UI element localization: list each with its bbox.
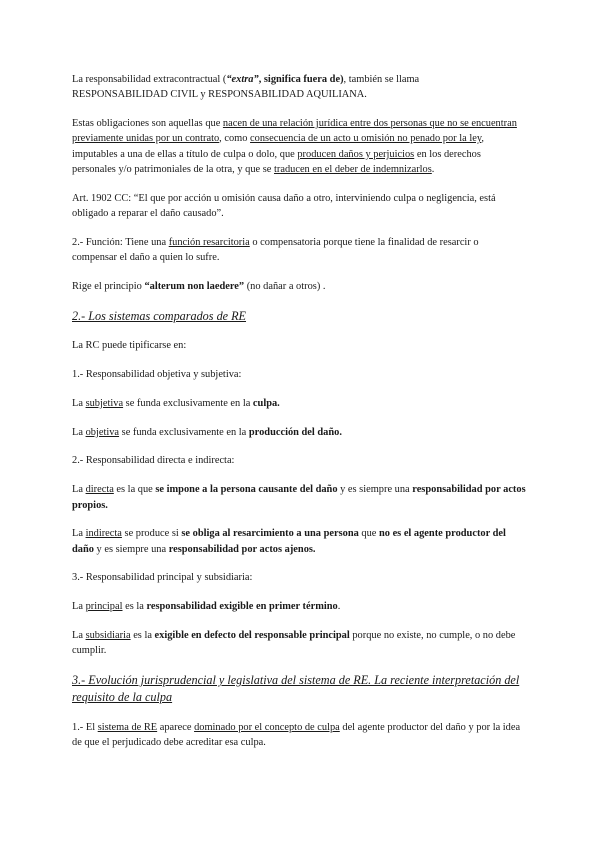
underlined-span: nacen de una relación jurídica entre dos personas que no se encuentran previamente unidas por un contrato: [72, 118, 517, 145]
underlined-span: subjetiva: [85, 397, 124, 409]
bold-span: culpa.: [252, 397, 280, 409]
text-span: porque no existe, no cumple, o no debe cumplir.: [72, 630, 516, 657]
text-span: del agente productor del daño y por la idea de que el perjudicado debe acreditar esa culpa.: [72, 721, 521, 748]
bold-span: exigible en defecto del responsable principal: [154, 630, 350, 642]
text-span: y es siempre una: [337, 484, 413, 496]
direct-paragraph: [72, 482, 526, 513]
text-span: La: [72, 484, 86, 496]
text-span: (no dañar a otros) .: [244, 280, 326, 292]
underlined-span: traducen en el deber de indemnizarlos: [273, 163, 432, 175]
text-span: es la: [130, 630, 155, 642]
text-span: se funda exclusivamente en la: [123, 397, 253, 409]
indirect-paragraph: [72, 526, 526, 557]
evolution-paragraph: [72, 720, 526, 751]
section-heading-3: 3.- Evolución jurisprudencial y legislativa del sistema de RE. La reciente interpretación del requisito de la culpa: [72, 673, 520, 705]
text-span: , también se llama: [343, 74, 420, 85]
underlined-span: producen daños y perjuicios: [297, 148, 415, 160]
bold-span: “alterum non laedere”: [144, 280, 245, 292]
subsection-title-3: 3.- Responsabilidad principal y subsidiaria:: [72, 572, 253, 584]
text-span: que: [358, 528, 379, 540]
underlined-span: dominado por el concepto de culpa: [194, 721, 340, 733]
text-span: Estas obligaciones son aquellas que: [72, 118, 223, 130]
text-span: , significa fuera de): [258, 74, 344, 85]
text-span: y es siempre una: [93, 543, 169, 555]
text-span: Rige el principio: [72, 280, 145, 292]
section-heading-2: 2.- Los sistemas comparados de RE: [72, 308, 247, 323]
document-page: [72, 72, 526, 750]
bold-span: producción del daño.: [248, 426, 342, 438]
principle-paragraph: [72, 279, 526, 294]
text-span: La: [72, 397, 86, 409]
subjective-paragraph: [72, 396, 526, 411]
underlined-span: principal: [85, 601, 123, 613]
text-span: La: [72, 601, 86, 613]
text-span: .: [337, 601, 341, 613]
bold-span: responsabilidad exigible en primer término: [146, 601, 338, 613]
principal-paragraph: [72, 599, 526, 614]
underlined-span: directa: [85, 484, 114, 496]
subsection-title-1: 1.- Responsabilidad objetiva y subjetiva:: [72, 369, 242, 381]
bold-span: se impone a la persona causante del daño: [155, 484, 338, 496]
objective-paragraph: [72, 425, 526, 440]
text-span: 1.- El: [72, 721, 98, 733]
subsection-title-2: 2.- Responsabilidad directa e indirecta:: [72, 455, 235, 467]
underlined-span: subsidiaria: [85, 630, 131, 642]
text-span: .: [431, 163, 435, 175]
text-span: , como: [219, 133, 251, 145]
obligations-paragraph: [72, 116, 526, 177]
underlined-span: indirecta: [85, 528, 122, 540]
underlined-span: función resarcitoria: [168, 236, 250, 248]
underlined-span: objetiva: [85, 426, 120, 438]
text-span: o compensatoria porque tiene la finalidad de resarcir o compensar el daño a quien lo sufre.: [72, 236, 479, 264]
subsidiary-paragraph: [72, 628, 526, 659]
intro-paragraph: [72, 72, 526, 103]
bold-span: responsabilidad por actos ajenos.: [168, 543, 316, 555]
text-span: se produce si: [121, 528, 182, 540]
underlined-span: sistema de RE: [97, 721, 158, 733]
text-span: La: [72, 528, 86, 540]
text-span: se funda exclusivamente en la: [119, 426, 249, 438]
text-span: es la: [122, 601, 147, 613]
article-paragraph: Art. 1902 CC: “El que por acción u omisión causa daño a otro, interviniendo culpa o negligencia, está obligado a reparar el daño causado”.: [72, 192, 496, 220]
bold-span: responsabilidad por actos propios.: [72, 484, 526, 511]
text-span: La responsabilidad extracontractual (: [72, 74, 227, 85]
bold-span: se obliga al resarcimiento a una persona: [181, 528, 359, 540]
bold-span: [226, 74, 343, 85]
text-span: 2.- Función: Tiene una: [72, 236, 169, 248]
text-span: La: [72, 630, 86, 642]
bold-span: no es el agente productor del daño: [72, 528, 506, 555]
text-span: es la que: [113, 484, 156, 496]
underlined-span: consecuencia de un acto u omisión no penado por la ley: [250, 133, 482, 145]
italic-span: “extra”: [226, 74, 259, 85]
text-span: aparece: [157, 721, 195, 733]
text-span: , imputables a una de ellas a título de culpa o dolo, que: [72, 133, 484, 160]
intro-line-2: RESPONSABILIDAD CIVIL y RESPONSABILIDAD AQUILIANA.: [72, 89, 367, 101]
classification-intro: La RC puede tipificarse en:: [72, 340, 187, 352]
text-span: en los derechos personales y/o patrimoniales de la otra, y que se: [72, 148, 481, 175]
function-paragraph: [72, 235, 526, 266]
text-span: La: [72, 426, 86, 438]
